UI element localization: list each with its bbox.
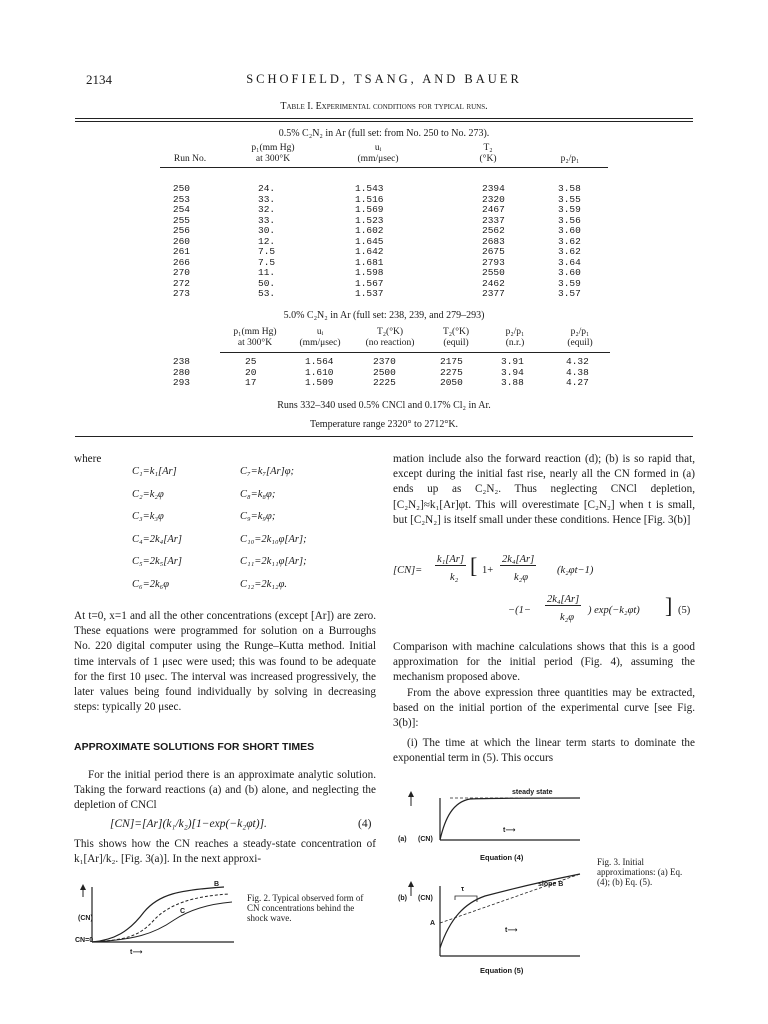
col-header-ui: uᵢ (mm/μsec) [357, 143, 399, 164]
figure-3-caption: Fig. 3. Initial approximations: (a) Eq. (4); (b) Eq. (5). [597, 857, 683, 887]
fig2-label-t: t⟶ [130, 949, 143, 956]
equation-4-number: (4) [358, 818, 372, 830]
col-ui: 1.543 1.516 1.569 1.523 1.602 1.645 1.642 1.681 1.598 1.567 1.537 [355, 183, 384, 299]
eq5-bracket-close: ] [665, 593, 673, 618]
col-header-p1: p₁(mm Hg) at 300°K [251, 143, 295, 164]
eq5-plus: 1+ [482, 565, 494, 576]
coefficient-eq-8: C₈=k₈φ; [240, 488, 276, 500]
eq5-frac-den: k₂ [450, 572, 459, 583]
fig2-curve-b [92, 894, 229, 942]
fig3-label-slope: slope B [538, 881, 564, 888]
eq5-frac3-den: k₂φ [560, 612, 575, 623]
eq5-second-close: ) exp(−k₂φt) [588, 605, 640, 616]
section-heading: APPROXIMATE SOLUTIONS FOR SHORT TIMES [74, 741, 315, 753]
table-note-2: Temperature range 2320° to 2712°K. [309, 419, 459, 430]
fig3-label-b: (b) [398, 895, 407, 902]
col2-rnr: 3.91 3.94 3.88 [501, 356, 524, 388]
figure-2-plot [74, 882, 238, 964]
eq5-second-open: −(1− [508, 605, 531, 616]
col-header-run: Run No. [173, 154, 207, 164]
col2-run: 238 280 293 [172, 356, 190, 388]
equation-4: [CN]=[Ar](k₁/k₂)[1−exp(−k₂φt)]. [110, 818, 267, 830]
table-part1-subtitle: 0.5% C₂N₂ in Ar (full set: from No. 250 to No. 273). [278, 128, 490, 139]
where-text: where [74, 453, 102, 465]
col2-t2nr: 2370 2500 2225 [373, 356, 396, 388]
coefficient-eq-1: C₁=k₁[Ar] [132, 466, 177, 477]
col2-header-t2eq: T₂(°K) (equil) [442, 327, 470, 348]
left-paragraph-1: At t=0, x=1 and all the other concentrations (except [Ar]) are zero. These equations were programmed for solution on a Burroughs No. 220 digital computer using the Runge–Kutta method. Initial time intervals of 1 μsec were used; this was found to be adequate for the first 10 μsec. The interval was increased progressively, the later values being found individually by solving in decreasing steps: typically 20 μsec. [74, 610, 376, 714]
table-part2-subtitle: 5.0% C₂N₂ in Ar (full set: 238, 239, and 279–293) [283, 310, 485, 321]
fig3-label-steady: steady state [512, 789, 553, 796]
col-ratio: 3.58 3.55 3.59 3.56 3.60 3.62 3.62 3.64 3.60 3.59 3.57 [558, 183, 581, 299]
coefficient-eq-11: C₁₁=2k₁₁φ[Ar]; [240, 556, 307, 567]
col2-header-rnr: p₂/p₁ (n.r.) [505, 327, 525, 348]
fig3-label-cn-b: (CN) [418, 895, 433, 902]
table-note-1: Runs 332–340 used 0.5% CNCl and 0.17% Cl₂ in Ar. [277, 400, 491, 411]
col-p1: 24. 33. 32. 33. 30. 12. 7.5 7.5 11. 50. 53. [258, 183, 276, 299]
col2-p1: 25 20 17 [245, 356, 257, 388]
table-bottom-rule [75, 436, 693, 437]
coefficient-eq-7: C₇=k₇[Ar]φ; [240, 466, 295, 477]
col2-header-ui: uᵢ (mm/μsec) [299, 327, 341, 348]
right-paragraph-4: (i) The time at which the linear term starts to dominate the exponential term in (5). This occurs [393, 737, 695, 765]
left-paragraph-2: For the initial period there is an approximate analytic solution. Taking the forward reactions (a) and (b) alone, and neglecting the depletion of CNCl [74, 769, 376, 812]
fig2-label-cn0: CN=0 [75, 937, 94, 944]
table-caption: Table I. Experimental conditions for typical runs. [280, 101, 488, 112]
col2-header-p1: p₁(mm Hg) at 300°K [233, 327, 277, 348]
fig3-label-t1: t⟶ [503, 827, 516, 834]
fig2-curve-a [92, 887, 224, 942]
equation-5-number: (5) [678, 605, 691, 616]
page-number: 2134 [86, 72, 112, 87]
table-header-rule [160, 167, 608, 168]
col2-header-req: p₂/p₁ (equil) [567, 327, 593, 348]
col2-t2eq: 2175 2275 2050 [440, 356, 463, 388]
eq5-frac-num: k₁[Ar] [437, 554, 464, 565]
fig3-label-cn-a: (CN) [418, 836, 433, 843]
right-paragraph-1: mation include also the forward reaction (d); (b) is so rapid that, except during the initial fast rise, nearly all the CN formed in (a) ends up as C₂N₂. Thus neglecting CNCl depletion, [C₂N₂]≈k₁[Ar]φt. This will overestimate [C₂N₂] when t is small, but [C₂N₂] is itself small under these conditions. Hence [Fig. 3(b)] [393, 453, 695, 526]
fig2-label-c: C [180, 908, 186, 915]
col2-header-t2nr: T₂(°K) (no reaction) [365, 327, 415, 348]
coefficient-eq-10: C₁₀=2k₁₀φ[Ar]; [240, 533, 307, 545]
running-title: SCHOFIELD, TSANG, AND BAUER [246, 72, 522, 86]
fig3-label-a: (a) [398, 836, 407, 843]
col2-req: 4.32 4.38 4.27 [566, 356, 589, 388]
col-header-t2: T₂ (°K) [479, 143, 497, 164]
fig2-label-cn: (CN) [78, 915, 93, 922]
col-header-ratio: p₂/p₁ [560, 154, 580, 164]
fig3-label-tau: τ [461, 886, 465, 893]
eq5-frac2-num: 2k₄[Ar] [502, 554, 535, 565]
col2-ui: 1.564 1.610 1.509 [305, 356, 334, 388]
coefficient-eq-3: C₃=k₃φ [132, 511, 164, 522]
coefficient-eq-2: C₂=k₂φ [132, 488, 164, 500]
coefficient-eq-4: C₄=2k₄[Ar] [132, 533, 182, 545]
coefficient-eq-5: C₅=2k₅[Ar] [132, 556, 182, 567]
eq5-frac3-num: 2k₄[Ar] [547, 594, 580, 605]
right-paragraph-2: Comparison with machine calculations shows that this is a good approximation for the initial period (Fig. 4), assuming the mechanism proposed above. [393, 641, 695, 684]
table-top-rule-2 [75, 121, 693, 122]
coefficient-eq-12: C₁₂=2k₁₂φ. [240, 578, 288, 590]
fig2-label-b: B [214, 881, 220, 888]
col-run: 250 253 254 255 256 260 261 266 270 272 273 [172, 183, 190, 299]
eq5-term: (k₂φt−1) [557, 565, 594, 576]
eq5-lhs: [CN]= [393, 565, 423, 576]
table-top-rule [75, 118, 693, 119]
fig2-curve-c [92, 902, 232, 942]
figure-2-caption: Fig. 2. Typical observed form of CN concentrations behind the shock wave. [247, 893, 364, 923]
coefficient-eq-6: C₆=2k₆φ [132, 578, 170, 590]
figure-3-plot [395, 778, 595, 1010]
right-paragraph-3: From the above expression three quantities may be extracted, based on the initial portion of the experimental curve [see Fig. 3(b)]: [393, 687, 695, 730]
eq5-frac2-den: k₂φ [514, 572, 529, 583]
fig3-label-eq5: Equation (5) [480, 966, 524, 975]
table2-header-rule [220, 352, 610, 353]
col-t2: 2394 2320 2467 2337 2562 2683 2675 2793 2550 2462 2377 [482, 183, 505, 299]
eq5-bracket-open: [ [470, 553, 478, 578]
coefficient-eq-9: C₉=k₉φ; [240, 511, 276, 522]
fig3-label-A: A [430, 920, 436, 927]
fig3-label-eq4: Equation (4) [480, 853, 524, 862]
left-paragraph-3: This shows how the CN reaches a steady-state concentration of k₁[Ar]/k₂. [Fig. 3(a)]. In the next approxi- [74, 838, 376, 866]
fig3-label-t2: t⟶ [505, 927, 518, 934]
